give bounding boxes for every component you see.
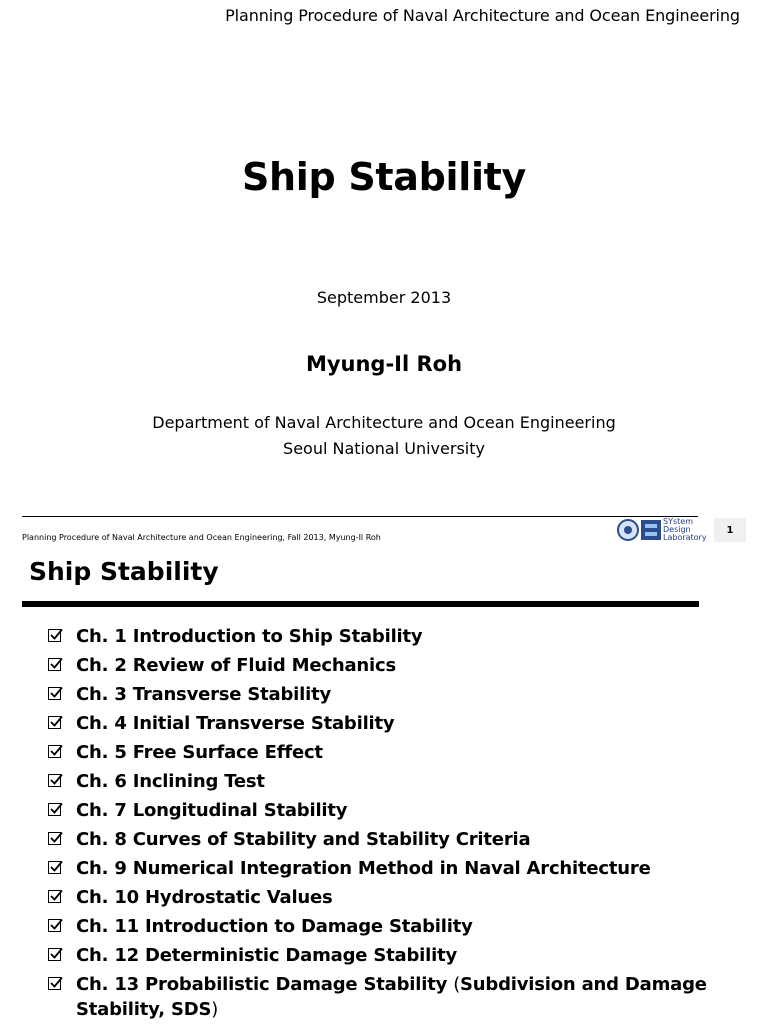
chapter-label: Ch. 1 Introduction to Ship Stability bbox=[76, 626, 423, 647]
course-header: Planning Procedure of Naval Architecture and Ocean Engineering bbox=[225, 6, 740, 25]
page-number: 1 bbox=[714, 518, 746, 542]
chapter-label: Ch. 3 Transverse Stability bbox=[76, 684, 332, 705]
list-item bbox=[48, 709, 748, 738]
chapter-label: Ch. 13 Probabilistic Damage Stability bbox=[76, 974, 454, 995]
list-item bbox=[48, 622, 748, 651]
university-emblem-icon bbox=[617, 519, 639, 541]
checkbox-checked-icon bbox=[48, 919, 61, 932]
checkbox-checked-icon bbox=[48, 948, 61, 961]
chapter-sub-label: Stability, SDS bbox=[76, 999, 212, 1020]
chapter-label: Ch. 4 Initial Transverse Stability bbox=[76, 713, 395, 734]
logo-group bbox=[615, 518, 715, 544]
chapter-label: Ch. 2 Review of Fluid Mechanics bbox=[76, 655, 396, 676]
list-item bbox=[48, 825, 748, 854]
chapter-label: Ch. 6 Inclining Test bbox=[76, 771, 265, 792]
slide-title: Ship Stability bbox=[29, 557, 219, 586]
slide-divider bbox=[22, 516, 698, 517]
lab-logo-text bbox=[663, 518, 707, 542]
list-item bbox=[48, 970, 748, 1022]
university: Seoul National University bbox=[283, 439, 485, 458]
checkbox-checked-icon bbox=[48, 803, 61, 816]
chapter-label: Ch. 8 Curves of Stability and Stability Criteria bbox=[76, 829, 531, 850]
list-item bbox=[48, 796, 748, 825]
chapter-label: Ch. 10 Hydrostatic Values bbox=[76, 887, 333, 908]
paren-close: ) bbox=[211, 999, 219, 1020]
list-item bbox=[48, 883, 748, 912]
list-item bbox=[48, 767, 748, 796]
date: September 2013 bbox=[316, 288, 452, 307]
author: Myung-Il Roh bbox=[305, 352, 463, 376]
chapter-label: Ch. 11 Introduction to Damage Stability bbox=[76, 916, 473, 937]
list-item bbox=[48, 738, 748, 767]
slide-footer: Planning Procedure of Naval Architecture and Ocean Engineering, Fall 2013, Myung-Il Roh bbox=[22, 533, 381, 542]
checkbox-checked-icon bbox=[48, 774, 61, 787]
list-item bbox=[48, 680, 748, 709]
department: Department of Naval Architecture and Ocean Engineering bbox=[152, 413, 616, 432]
chapter-label: Ch. 5 Free Surface Effect bbox=[76, 742, 323, 763]
checkbox-checked-icon bbox=[48, 861, 61, 874]
checkbox-checked-icon bbox=[48, 745, 61, 758]
checkbox-checked-icon bbox=[48, 629, 61, 642]
lab-logo-line: SYstem bbox=[663, 517, 693, 526]
chapter-label: Ch. 12 Deterministic Damage Stability bbox=[76, 945, 458, 966]
list-item bbox=[48, 651, 748, 680]
list-item bbox=[48, 912, 748, 941]
title-rule bbox=[22, 601, 699, 607]
chapter-list bbox=[48, 622, 748, 1022]
list-item bbox=[48, 854, 748, 883]
checkbox-checked-icon bbox=[48, 716, 61, 729]
list-item bbox=[48, 941, 748, 970]
paren-open: ( bbox=[453, 974, 461, 995]
chapter-label: Ch. 7 Longitudinal Stability bbox=[76, 800, 348, 821]
checkbox-checked-icon bbox=[48, 832, 61, 845]
main-title: Ship Stability bbox=[241, 155, 527, 199]
lab-logo-icon bbox=[641, 520, 661, 540]
checkbox-checked-icon bbox=[48, 658, 61, 671]
checkbox-checked-icon bbox=[48, 890, 61, 903]
checkbox-checked-icon bbox=[48, 687, 61, 700]
chapter-label: Ch. 9 Numerical Integration Method in Naval Architecture bbox=[76, 858, 651, 879]
chapter-sub-label: Subdivision and Damage bbox=[460, 974, 707, 995]
lab-logo-line: Design bbox=[663, 525, 691, 534]
lab-logo-line: Laboratory bbox=[663, 533, 707, 542]
affiliation bbox=[0, 410, 768, 462]
checkbox-checked-icon bbox=[48, 977, 61, 990]
